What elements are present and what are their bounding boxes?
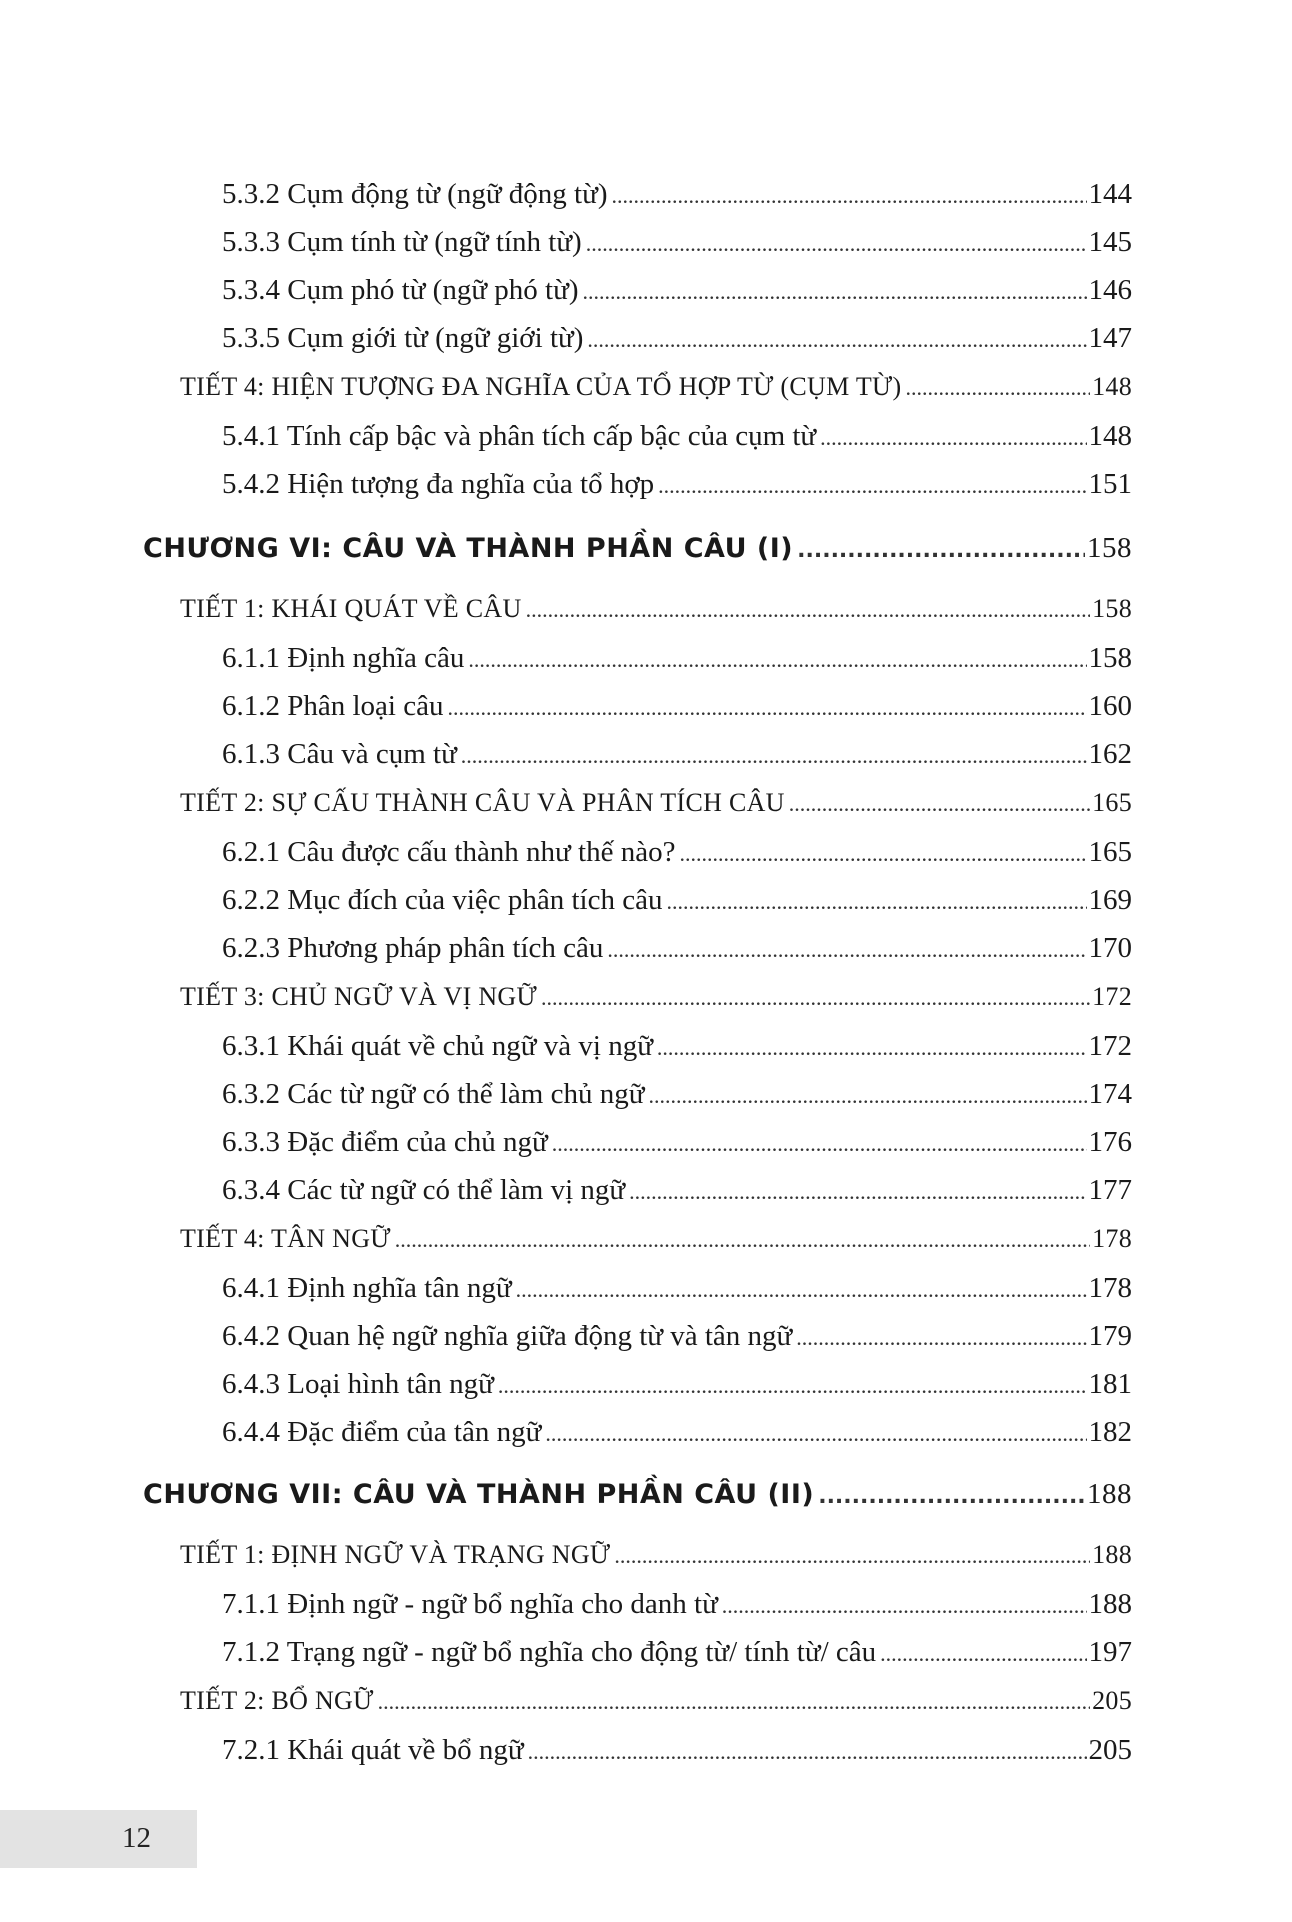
toc-entry-page-number: 158 xyxy=(1087,532,1132,564)
toc-entry-title: TIẾT 2: BỔ NGỮ xyxy=(180,1686,374,1715)
toc-entry-page-number: 145 xyxy=(1088,226,1132,258)
toc-section-entry xyxy=(180,1686,1132,1726)
toc-section-entry xyxy=(180,1224,1132,1264)
dot-leader xyxy=(789,788,1090,818)
toc-entry-page-number: 182 xyxy=(1088,1416,1132,1448)
toc-entry-page-number: 160 xyxy=(1088,690,1132,722)
toc-entry-page-number: 165 xyxy=(1088,836,1132,868)
toc-subsection-entry xyxy=(222,1636,1132,1676)
dot-leader xyxy=(582,274,1086,307)
toc-subsection-entry xyxy=(222,836,1132,876)
toc-entry-title: 6.4.4 Đặc điểm của tân ngữ xyxy=(222,1416,542,1448)
toc-entry-title: 6.4.2 Quan hệ ngữ nghĩa giữa động từ và tân ngữ xyxy=(222,1320,793,1352)
toc-entry-title: TIẾT 2: SỰ CẤU THÀNH CÂU VÀ PHÂN TÍCH CÂU xyxy=(180,788,785,817)
toc-entry-page-number: 165 xyxy=(1092,788,1132,817)
dot-leader xyxy=(611,178,1086,211)
toc-entry-title: TIẾT 4: HIỆN TƯỢNG ĐA NGHĨA CỦA TỔ HỢP TỪ (CỤM TỪ) xyxy=(180,372,902,401)
dot-leader xyxy=(607,932,1086,965)
page-number: 12 xyxy=(122,1822,151,1854)
dot-leader xyxy=(614,1540,1090,1570)
toc-entry-page-number: 169 xyxy=(1088,884,1132,916)
toc-entry-title: 5.4.1 Tính cấp bậc và phân tích cấp bậc của cụm từ xyxy=(222,420,817,452)
toc-entry-title: TIẾT 1: ĐỊNH NGỮ VÀ TRẠNG NGỮ xyxy=(180,1540,611,1569)
toc-entry-page-number: 188 xyxy=(1088,1588,1132,1620)
dot-leader xyxy=(629,1174,1086,1207)
toc-subsection-entry xyxy=(222,178,1132,218)
toc-subsection-entry xyxy=(222,274,1132,314)
dot-leader xyxy=(679,836,1086,869)
toc-subsection-entry xyxy=(222,884,1132,924)
toc-subsection-entry xyxy=(222,690,1132,730)
dot-leader xyxy=(648,1078,1086,1111)
toc-section-entry xyxy=(180,788,1132,828)
toc-entry-title: 6.4.3 Loại hình tân ngữ xyxy=(222,1368,494,1400)
toc-entry-title: CHƯƠNG VI: CÂU VÀ THÀNH PHẦN CÂU (I) xyxy=(143,533,794,564)
dot-leader xyxy=(541,982,1090,1012)
toc-entry-title: TIẾT 4: TÂN NGỮ xyxy=(180,1224,391,1253)
toc-subsection-entry xyxy=(222,1030,1132,1070)
toc-entry-page-number: 176 xyxy=(1088,1126,1132,1158)
dot-leader xyxy=(516,1272,1087,1305)
toc-entry-title: 6.3.4 Các từ ngữ có thể làm vị ngữ xyxy=(222,1174,626,1206)
page-number-box xyxy=(0,1810,197,1868)
dot-leader xyxy=(526,594,1091,624)
toc-entry-page-number: 197 xyxy=(1088,1636,1132,1668)
toc-entry-title: 6.2.2 Mục đích của việc phân tích câu xyxy=(222,884,663,916)
toc-entry-page-number: 205 xyxy=(1092,1686,1132,1715)
dot-leader xyxy=(797,533,1085,564)
toc-entry-title: 5.4.2 Hiện tượng đa nghĩa của tổ hợp xyxy=(222,468,655,500)
toc-entry-page-number: 146 xyxy=(1088,274,1132,306)
toc-entry-title: 6.3.2 Các từ ngữ có thể làm chủ ngữ xyxy=(222,1078,645,1110)
toc-entry-title: 6.1.3 Câu và cụm từ xyxy=(222,738,457,770)
toc-entry-page-number: 179 xyxy=(1088,1320,1132,1352)
dot-leader xyxy=(461,738,1087,771)
dot-leader xyxy=(498,1368,1087,1401)
dot-leader xyxy=(395,1224,1090,1254)
toc-entry-page-number: 147 xyxy=(1088,322,1132,354)
toc-entry-title: 7.1.1 Định ngữ - ngữ bổ nghĩa cho danh từ xyxy=(222,1588,718,1620)
dot-leader xyxy=(796,1320,1086,1353)
toc-chapter-entry xyxy=(143,532,1132,576)
toc-subsection-entry xyxy=(222,322,1132,362)
toc-entry-page-number: 177 xyxy=(1088,1174,1132,1206)
toc-subsection-entry xyxy=(222,1272,1132,1312)
toc-subsection-entry xyxy=(222,226,1132,266)
toc-entry-title: 6.3.1 Khái quát về chủ ngữ và vị ngữ xyxy=(222,1030,653,1062)
toc-entry-page-number: 172 xyxy=(1088,1030,1132,1062)
toc-entry-title: 6.3.3 Đặc điểm của chủ ngữ xyxy=(222,1126,548,1158)
dot-leader xyxy=(378,1686,1090,1716)
toc-entry-title: 7.2.1 Khái quát về bổ ngữ xyxy=(222,1734,524,1766)
toc-entry-page-number: 188 xyxy=(1087,1478,1132,1510)
toc-entry-page-number: 181 xyxy=(1088,1368,1132,1400)
toc-entry-title: 5.3.5 Cụm giới từ (ngữ giới từ) xyxy=(222,322,584,354)
toc-subsection-entry xyxy=(222,468,1132,508)
dot-leader xyxy=(447,690,1086,723)
toc-entry-title: 6.1.1 Định nghĩa câu xyxy=(222,642,465,674)
toc-section-entry xyxy=(180,1540,1132,1580)
toc-subsection-entry xyxy=(222,1588,1132,1628)
dot-leader xyxy=(818,1479,1085,1510)
toc-entry-page-number: 158 xyxy=(1092,594,1132,623)
toc-entry-title: TIẾT 3: CHỦ NGỮ VÀ VỊ NGỮ xyxy=(180,982,537,1011)
toc-subsection-entry xyxy=(222,932,1132,972)
toc-entry-page-number: 178 xyxy=(1088,1272,1132,1304)
toc-entry-page-number: 174 xyxy=(1088,1078,1132,1110)
dot-leader xyxy=(666,884,1086,917)
toc-entry-title: 5.3.2 Cụm động từ (ngữ động từ) xyxy=(222,178,608,210)
toc-entry-page-number: 178 xyxy=(1092,1224,1132,1253)
toc-entry-page-number: 144 xyxy=(1088,178,1132,210)
toc-subsection-entry xyxy=(222,1126,1132,1166)
toc-subsection-entry xyxy=(222,1734,1132,1774)
toc-chapter-entry xyxy=(143,1478,1132,1522)
toc-entry-page-number: 162 xyxy=(1088,738,1132,770)
dot-leader xyxy=(586,226,1087,259)
dot-leader xyxy=(528,1734,1087,1767)
toc-subsection-entry xyxy=(222,1416,1132,1456)
toc-entry-title: 5.3.4 Cụm phó từ (ngữ phó từ) xyxy=(222,274,579,306)
toc-section-entry xyxy=(180,594,1132,634)
toc-subsection-entry xyxy=(222,1320,1132,1360)
toc-section-entry xyxy=(180,372,1132,412)
dot-leader xyxy=(880,1636,1086,1669)
toc-entry-page-number: 170 xyxy=(1088,932,1132,964)
toc-subsection-entry xyxy=(222,642,1132,682)
dot-leader xyxy=(468,642,1086,675)
toc-entry-title: 6.2.3 Phương pháp phân tích câu xyxy=(222,932,604,964)
toc-entry-title: 6.1.2 Phân loại câu xyxy=(222,690,444,722)
toc-entry-title: TIẾT 1: KHÁI QUÁT VỀ CÂU xyxy=(180,594,522,623)
dot-leader xyxy=(905,372,1090,402)
toc-subsection-entry xyxy=(222,420,1132,460)
toc-subsection-entry xyxy=(222,1174,1132,1214)
dot-leader xyxy=(820,420,1086,453)
toc-entry-title: CHƯƠNG VII: CÂU VÀ THÀNH PHẦN CÂU (II) xyxy=(143,1479,815,1510)
toc-entry-title: 7.1.2 Trạng ngữ - ngữ bổ nghĩa cho động từ/ tính từ/ câu xyxy=(222,1636,877,1668)
toc-entry-title: 5.3.3 Cụm tính từ (ngữ tính từ) xyxy=(222,226,582,258)
dot-leader xyxy=(587,322,1086,355)
dot-leader xyxy=(545,1416,1086,1449)
toc-entry-page-number: 148 xyxy=(1088,420,1132,452)
toc-entry-page-number: 205 xyxy=(1088,1734,1132,1766)
toc-subsection-entry xyxy=(222,1368,1132,1408)
dot-leader xyxy=(552,1126,1087,1159)
dot-leader xyxy=(657,1030,1087,1063)
dot-leader xyxy=(658,468,1086,501)
toc-section-entry xyxy=(180,982,1132,1022)
toc-entry-page-number: 151 xyxy=(1088,468,1132,500)
toc-subsection-entry xyxy=(222,738,1132,778)
toc-entry-page-number: 188 xyxy=(1092,1540,1132,1569)
toc-entry-page-number: 148 xyxy=(1092,372,1132,401)
toc-entry-title: 6.4.1 Định nghĩa tân ngữ xyxy=(222,1272,512,1304)
dot-leader xyxy=(722,1588,1087,1621)
toc-entry-page-number: 158 xyxy=(1088,642,1132,674)
toc-subsection-entry xyxy=(222,1078,1132,1118)
toc-entry-title: 6.2.1 Câu được cấu thành như thế nào? xyxy=(222,836,676,868)
toc-entry-page-number: 172 xyxy=(1092,982,1132,1011)
